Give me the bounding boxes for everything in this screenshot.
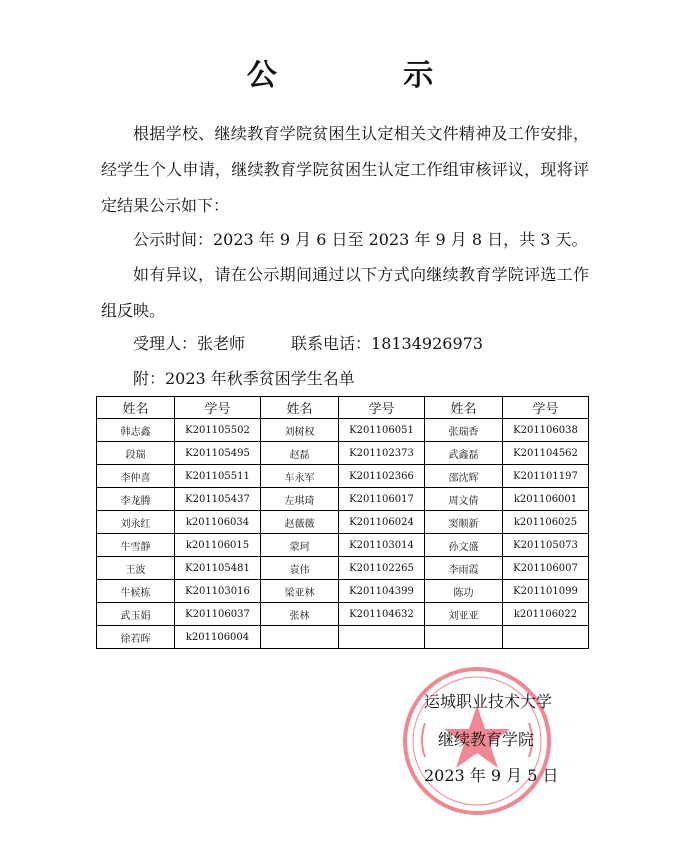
student-name-cell: 李仲喜 [97, 465, 175, 488]
student-name-cell: 袁伟 [261, 557, 339, 580]
notice-paragraph-intro: 根据学校、继续教育学院贫困生认定相关文件精神及工作安排，经学生个人申请，继续教育学院贫困生认定工作组审核评议，现将评定结果公示如下： [101, 124, 589, 215]
student-id-cell: K201102265 [339, 557, 425, 580]
student-name-cell: 王波 [97, 557, 175, 580]
table-row [97, 488, 589, 511]
student-name-cell: 孙文盛 [425, 534, 503, 557]
student-id-cell: K201106051 [339, 419, 425, 442]
student-id-cell: K201103016 [175, 580, 261, 603]
student-name-cell: 武鑫磊 [425, 442, 503, 465]
student-id-cell: k201106001 [503, 488, 589, 511]
student-id-cell: k201106025 [503, 511, 589, 534]
student-id-cell: K201105502 [175, 419, 261, 442]
student-name-cell: 邵沈辉 [425, 465, 503, 488]
student-id-cell: k201106004 [175, 626, 261, 649]
student-id-cell: K201104632 [339, 603, 425, 626]
handler-label: 受理人：张老师 [133, 334, 246, 353]
student-id-cell: K201105481 [175, 557, 261, 580]
header-name-3: 姓名 [425, 397, 503, 419]
header-name-2: 姓名 [261, 397, 339, 419]
student-name-cell: 窦顺新 [425, 511, 503, 534]
student-name-cell: 周文倩 [425, 488, 503, 511]
student-name-cell: 武玉娟 [97, 603, 175, 626]
page-title: 公 示 [246, 58, 492, 93]
student-name-cell: 赵磊 [261, 442, 339, 465]
student-name-cell: 韩志鑫 [97, 419, 175, 442]
student-name-cell [425, 626, 503, 649]
student-id-cell: K201104562 [503, 442, 589, 465]
table-row [97, 580, 589, 603]
student-name-cell: 蒙珂 [261, 534, 339, 557]
table-row [97, 534, 589, 557]
student-id-cell: K201106024 [339, 511, 425, 534]
student-name-cell: 牛候栋 [97, 580, 175, 603]
header-id-1: 学号 [175, 397, 261, 419]
student-id-cell: K201105495 [175, 442, 261, 465]
student-id-cell: K201105073 [503, 534, 589, 557]
student-id-cell: K201102373 [339, 442, 425, 465]
phone-label: 联系电话：18134926973 [291, 334, 483, 353]
student-id-cell: k201106022 [503, 603, 589, 626]
student-id-cell: K201101197 [503, 465, 589, 488]
student-id-cell: K201105511 [175, 465, 261, 488]
student-name-cell: 张瑞香 [425, 419, 503, 442]
student-id-cell [503, 626, 589, 649]
student-name-cell: 刘树权 [261, 419, 339, 442]
student-id-cell: K201105437 [175, 488, 261, 511]
student-name-cell: 车永军 [261, 465, 339, 488]
student-name-cell: 刘永红 [97, 511, 175, 534]
student-id-cell: K201106038 [503, 419, 589, 442]
student-id-cell: k201106015 [175, 534, 261, 557]
student-name-cell [261, 626, 339, 649]
table-header-row [97, 397, 589, 419]
student-id-cell: K201104399 [339, 580, 425, 603]
header-id-2: 学号 [339, 397, 425, 419]
student-name-cell: 张林 [261, 603, 339, 626]
student-name-cell: 陈功 [425, 580, 503, 603]
student-roster-table [96, 396, 589, 649]
notice-paragraph-period: 公示时间：2023 年 9 月 6 日至 2023 年 9 月 8 日，共 3 天。 [133, 230, 588, 249]
student-id-cell [339, 626, 425, 649]
attachment-title: 附：2023 年秋季贫困学生名单 [133, 369, 355, 388]
student-id-cell: K201102366 [339, 465, 425, 488]
signature-date: 2023 年 9 月 5 日 [424, 766, 559, 785]
student-name-cell: 牛雪静 [97, 534, 175, 557]
student-id-cell: k201106034 [175, 511, 261, 534]
student-name-cell: 李雨霞 [425, 557, 503, 580]
table-row [97, 603, 589, 626]
table-row [97, 557, 589, 580]
table-row [97, 465, 589, 488]
student-name-cell: 徐若晖 [97, 626, 175, 649]
header-id-3: 学号 [503, 397, 589, 419]
student-name-cell: 左琪琦 [261, 488, 339, 511]
contact-line [133, 334, 483, 354]
student-id-cell: K201106007 [503, 557, 589, 580]
student-id-cell: K201103014 [339, 534, 425, 557]
student-id-cell: K201106017 [339, 488, 425, 511]
student-name-cell: 刘亚亚 [425, 603, 503, 626]
student-name-cell: 李龙腾 [97, 488, 175, 511]
student-id-cell: K201106037 [175, 603, 261, 626]
table-row [97, 511, 589, 534]
student-name-cell: 赵薇薇 [261, 511, 339, 534]
student-name-cell: 段瑞 [97, 442, 175, 465]
signature-college: 继续教育学院 [438, 730, 535, 749]
table-row [97, 419, 589, 442]
table-row [97, 442, 589, 465]
table-row [97, 626, 589, 649]
notice-paragraph-objection: 如有异议，请在公示期间通过以下方式向继续教育学院评选工作组反映。 [101, 265, 589, 320]
signature-university: 运城职业技术大学 [424, 692, 553, 711]
student-id-cell: K201101099 [503, 580, 589, 603]
student-name-cell: 梁亚林 [261, 580, 339, 603]
header-name-1: 姓名 [97, 397, 175, 419]
